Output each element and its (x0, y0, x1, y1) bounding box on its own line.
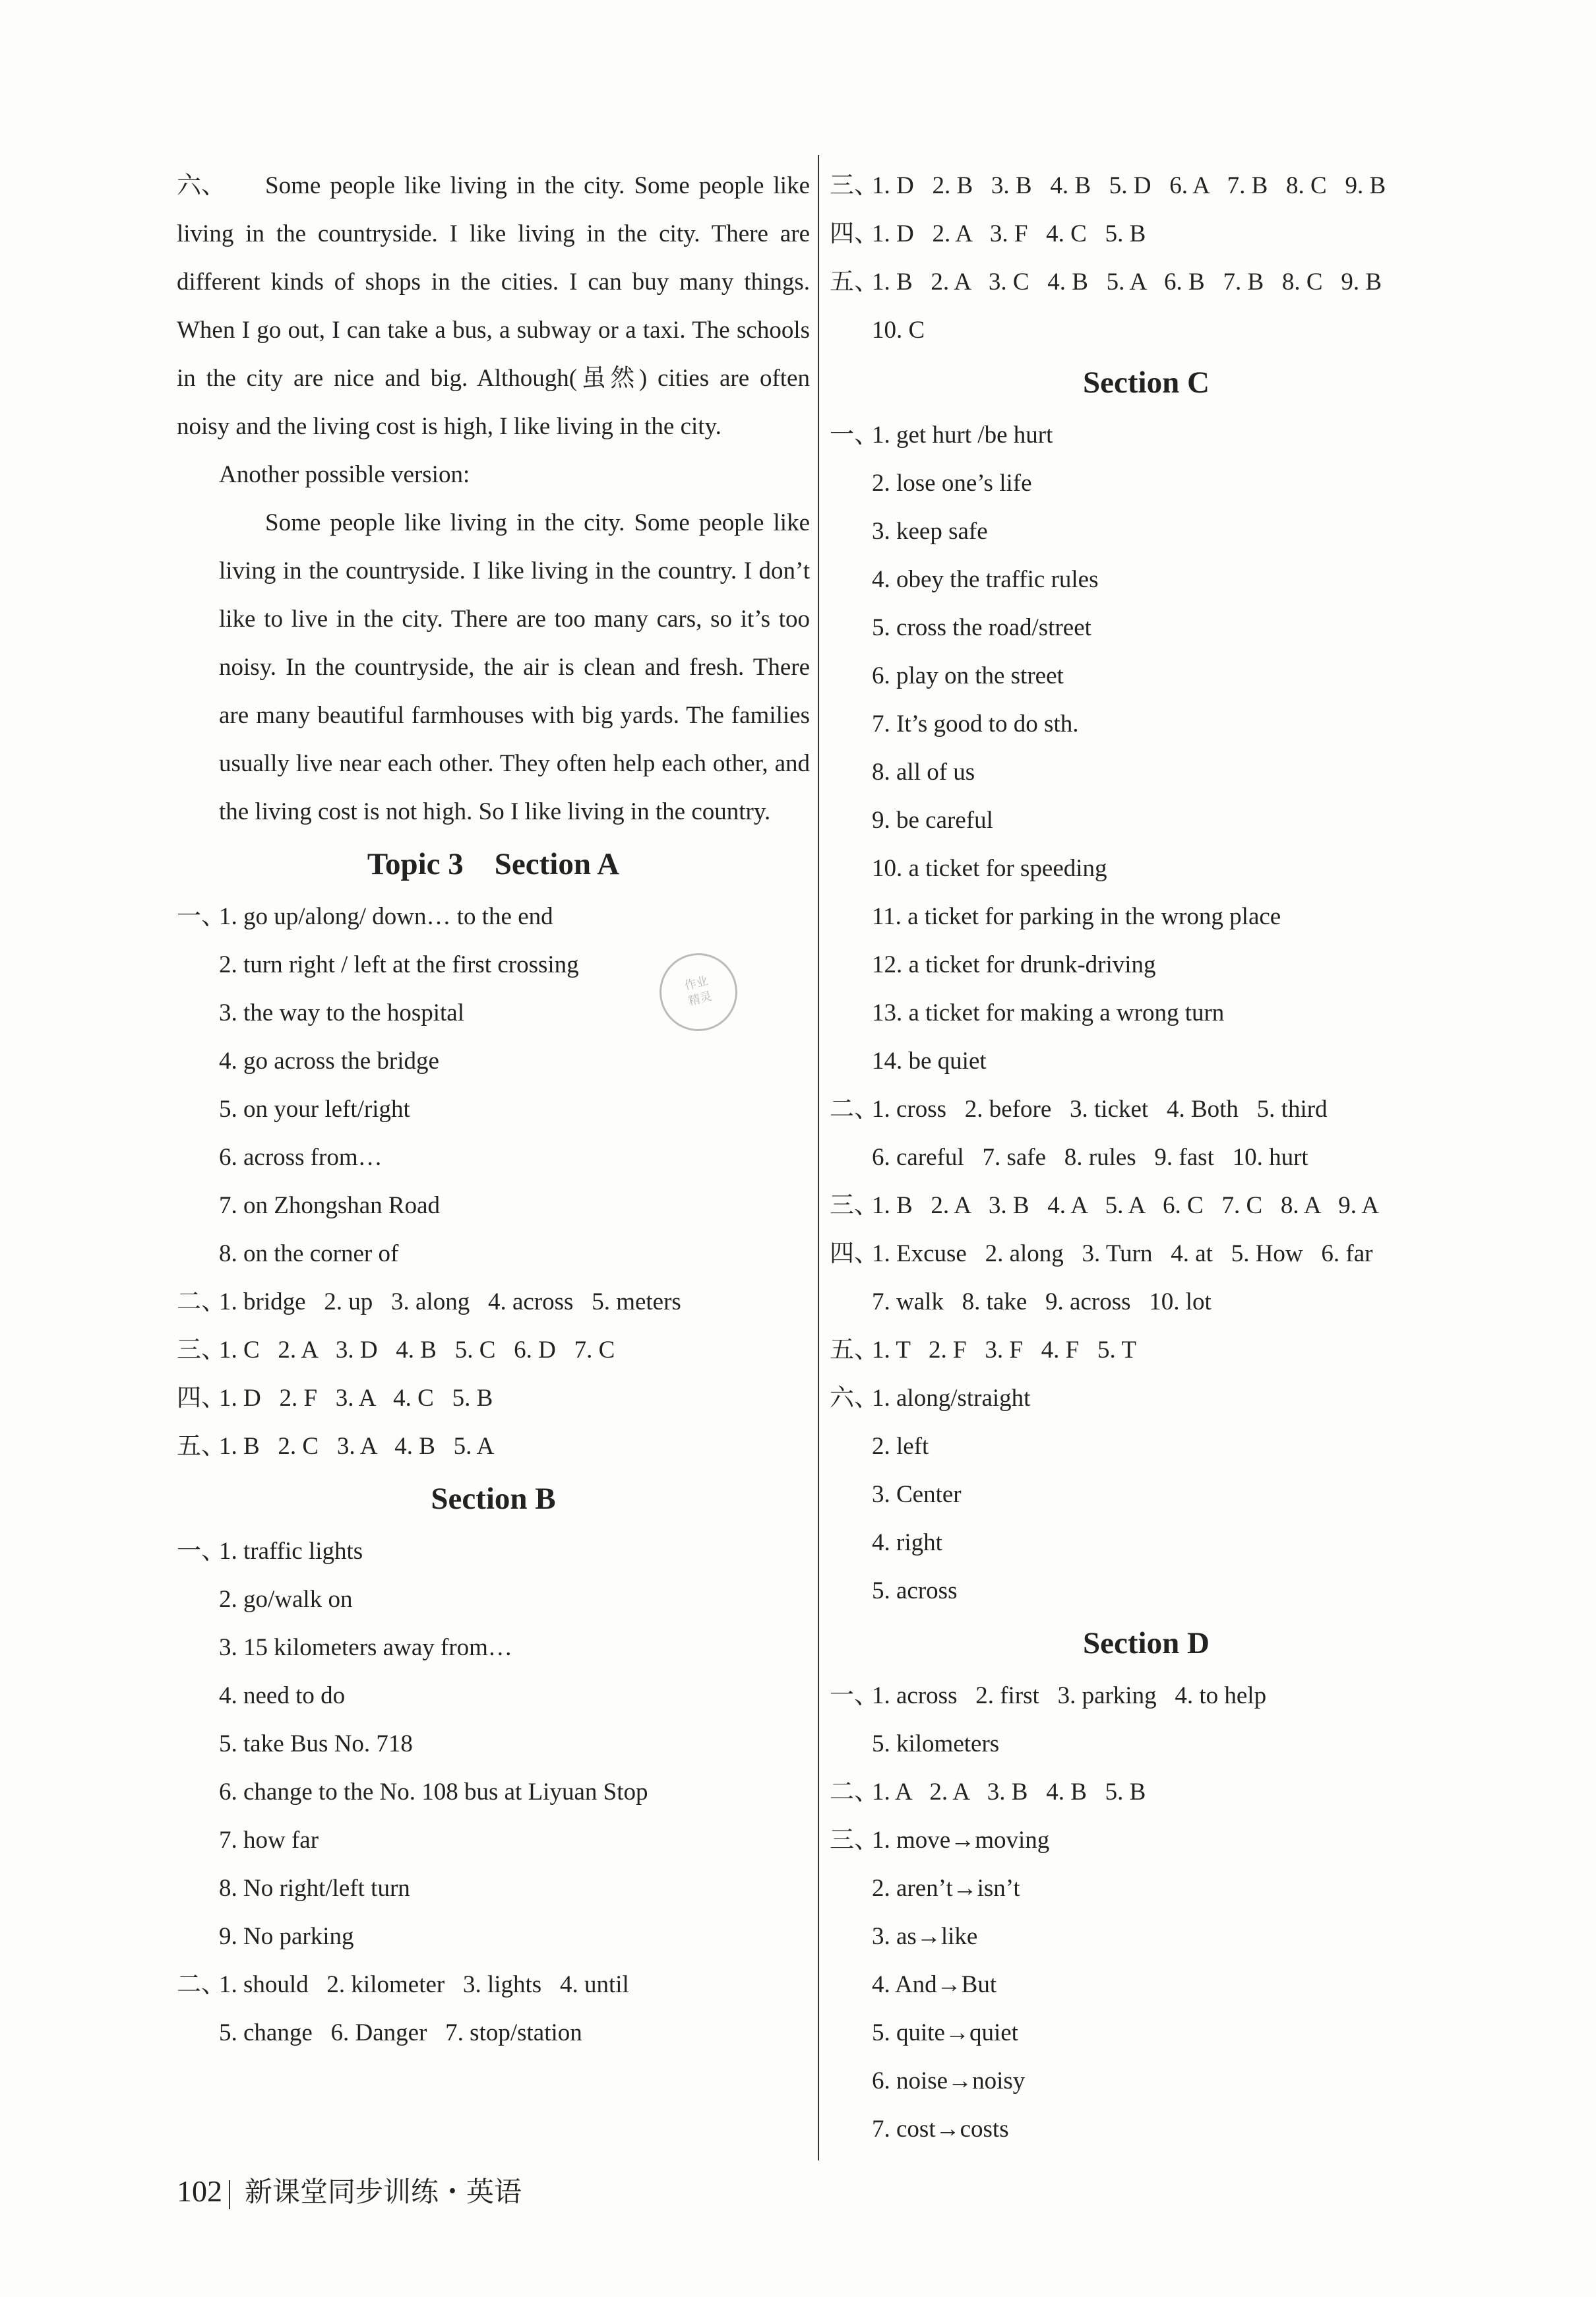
answer-text: 1. D 2. F 3. A 4. C 5. B (219, 1385, 493, 1412)
answer-line (830, 1037, 1463, 1085)
answer-line (830, 210, 1463, 258)
answer-line (830, 989, 1463, 1037)
section-d-answer-list (830, 1672, 1463, 2153)
answer-text: 1. B 2. A 3. B 4. A 5. A 6. C 7. C 8. A 9. A (872, 1192, 1379, 1219)
answer-line (830, 1768, 1463, 1816)
answer-text: 4. go across the bridge (219, 1048, 439, 1075)
answer-text: 6. noise→noisy (872, 2067, 1026, 2094)
answer-text: 6. across from… (219, 1144, 383, 1171)
answer-line (830, 2057, 1463, 2105)
answer-line (177, 1133, 810, 1181)
answer-text: 1. D 2. A 3. F 4. C 5. B (872, 220, 1146, 247)
answer-text: 4. right (872, 1529, 942, 1556)
answer-text: 12. a ticket for drunk-driving (872, 951, 1156, 978)
answer-line (830, 700, 1463, 748)
answer-line (830, 1470, 1463, 1519)
answer-group-label: 一、 (177, 1538, 226, 1565)
answer-text: 9. No parking (219, 1923, 354, 1950)
answer-line (830, 258, 1463, 306)
answer-group-label: 二、 (177, 1288, 226, 1315)
answer-line (177, 1374, 810, 1422)
answer-group-label: 三、 (177, 1337, 226, 1364)
answer-group-label: 四、 (177, 1385, 226, 1412)
answer-line (830, 748, 1463, 796)
answer-text: 4. obey the traffic rules (872, 566, 1099, 593)
essay-paragraph-1 (177, 162, 810, 451)
answer-group-label: 五、 (177, 1433, 226, 1460)
book-title: 新课堂同步训练・英语 (245, 2178, 522, 2208)
answer-line (830, 1816, 1463, 1864)
answer-text: 1. along/straight (872, 1385, 1031, 1412)
answer-line (830, 1864, 1463, 1912)
answer-text: 3. Center (872, 1481, 962, 1508)
answer-group-label: 二、 (830, 1096, 878, 1123)
section-b-heading: Section B (431, 1482, 556, 1516)
page-number: 102 (177, 2174, 222, 2208)
answer-line (177, 1720, 810, 1768)
answer-line (177, 2009, 810, 2057)
answer-group-label: 五、 (830, 268, 878, 296)
answer-text: 10. C (872, 317, 925, 344)
answer-text: 2. turn right / left at the first crossing (219, 951, 579, 978)
answer-line (830, 411, 1463, 459)
answer-text: 1. T 2. F 3. F 4. F 5. T (872, 1337, 1136, 1364)
answer-text: 5. change 6. Danger 7. stop/station (219, 2019, 582, 2046)
answer-text: 8. No right/left turn (219, 1875, 410, 1902)
answer-line (830, 1326, 1463, 1374)
answer-text: 5. cross the road/street (872, 614, 1091, 641)
answer-line (830, 1230, 1463, 1278)
answer-text: 3. the way to the hospital (219, 999, 464, 1026)
answer-text: 4. And→But (872, 1971, 997, 1998)
answer-text: 10. a ticket for speeding (872, 855, 1107, 882)
answer-line (177, 1037, 810, 1085)
answer-line (177, 1672, 810, 1720)
answer-line (177, 1961, 810, 2009)
answer-text: 8. all of us (872, 759, 975, 786)
answer-line (830, 1133, 1463, 1181)
answer-text: 1. cross 2. before 3. ticket 4. Both 5. third (872, 1096, 1328, 1123)
answer-text: 1. move→moving (872, 1827, 1050, 1854)
answer-group-label: 三、 (830, 1192, 878, 1219)
answer-line (177, 1422, 810, 1470)
answer-text: 3. as→like (872, 1923, 978, 1950)
answer-text: 1. C 2. A 3. D 4. B 5. C 6. D 7. C (219, 1337, 615, 1364)
answer-line (177, 1181, 810, 1230)
answer-group-label: 三、 (830, 1827, 878, 1854)
answer-line (830, 459, 1463, 507)
right-column (830, 162, 1463, 2153)
answer-group-label: 六、 (830, 1385, 878, 1412)
answer-group-label: 五、 (830, 1337, 878, 1364)
answer-text: 1. go up/along/ down… to the end (219, 903, 553, 930)
answer-text: 7. It’s good to do sth. (872, 710, 1079, 738)
answer-text: 7. cost→costs (872, 2116, 1009, 2143)
footer-separator (229, 2180, 230, 2209)
answer-line (177, 1912, 810, 1961)
answer-line (177, 1768, 810, 1816)
answer-line (830, 2105, 1463, 2153)
answer-line (830, 162, 1463, 210)
answer-group-label: 一、 (177, 903, 226, 930)
stamp-watermark: 作业 精灵 (651, 945, 745, 1039)
answer-text: 9. be careful (872, 807, 993, 834)
answer-text: 14. be quiet (872, 1048, 987, 1075)
answer-text: 5. quite→quiet (872, 2019, 1018, 2046)
answer-text: 7. on Zhongshan Road (219, 1192, 441, 1219)
answer-text: 5. on your left/right (219, 1096, 410, 1123)
answer-text: 3. keep safe (872, 518, 988, 545)
answer-line (177, 1230, 810, 1278)
answer-text: 2. go/walk on (219, 1586, 353, 1613)
answer-group-label: 二、 (830, 1778, 878, 1806)
section-d-heading: Section D (1083, 1626, 1210, 1660)
answer-line (830, 555, 1463, 604)
left-column (177, 162, 810, 2057)
answer-text: 1. D 2. B 3. B 4. B 5. D 6. A 7. B 8. C 9. B (872, 172, 1386, 199)
page-footer (177, 2170, 522, 2210)
answer-text: 7. walk 8. take 9. across 10. lot (872, 1288, 1212, 1315)
answer-line (830, 1961, 1463, 2009)
answer-text: 1. should 2. kilometer 3. lights 4. until (219, 1971, 629, 1998)
answer-text: 13. a ticket for making a wrong turn (872, 999, 1225, 1026)
answer-group-label: 二、 (177, 1971, 226, 1998)
answer-line (830, 306, 1463, 354)
answer-line (830, 1519, 1463, 1567)
answer-line (830, 893, 1463, 941)
answer-text: 1. across 2. first 3. parking 4. to help (872, 1682, 1267, 1709)
answer-line (177, 1575, 810, 1623)
answer-line (830, 1567, 1463, 1615)
section-a-remaining-answers (830, 162, 1463, 354)
answer-group-label: 一、 (830, 422, 878, 449)
answer-text: 5. kilometers (872, 1730, 1000, 1757)
section-b-answer-list (177, 1527, 810, 2057)
section-c-answer-list (830, 411, 1463, 1615)
answer-line (177, 1816, 810, 1864)
answer-text: 5. take Bus No. 718 (219, 1730, 413, 1757)
answer-line (830, 1085, 1463, 1133)
answer-text: 11. a ticket for parking in the wrong place (872, 903, 1281, 930)
answer-line (177, 1085, 810, 1133)
essay-paragraph-2: Some people like living in the city. Some people like living in the countryside. I like living in the country. I don’t like to live in the city. There are too many cars, so it’s too noisy. In the countryside, the air is clean and fresh. There are many beautiful farmhouses with big yards. The families usually live near each other. They often help each other, and the living cost is not high. So I like living in the country. (219, 509, 810, 825)
answer-text: 6. play on the street (872, 662, 1064, 689)
answer-text: 2. left (872, 1433, 929, 1460)
answer-line (830, 1374, 1463, 1422)
section-c-heading: Section C (1083, 365, 1210, 400)
answer-text: 6. careful 7. safe 8. rules 9. fast 10. hurt (872, 1144, 1308, 1171)
answer-text: 1. get hurt /be hurt (872, 422, 1053, 449)
answer-line (177, 1623, 810, 1672)
answer-line (830, 1672, 1463, 1720)
answer-line (177, 1527, 810, 1575)
answer-text: 2. lose one’s life (872, 470, 1032, 497)
answer-text: 3. 15 kilometers away from… (219, 1634, 512, 1661)
answer-text: 2. aren’t→isn’t (872, 1875, 1020, 1902)
answer-text: 1. A 2. A 3. B 4. B 5. B (872, 1778, 1146, 1806)
answer-line (177, 1864, 810, 1912)
answer-line (830, 796, 1463, 844)
answer-text: 8. on the corner of (219, 1240, 399, 1267)
answer-line (830, 652, 1463, 700)
answer-line (830, 507, 1463, 555)
answer-line (830, 1720, 1463, 1768)
answer-text: 1. B 2. A 3. C 4. B 5. A 6. B 7. B 8. C 9. B (872, 268, 1382, 296)
answer-line (830, 2009, 1463, 2057)
answer-group-label: 四、 (830, 220, 878, 247)
answer-line (830, 844, 1463, 893)
answer-text: 5. across (872, 1577, 958, 1604)
answer-text: 1. traffic lights (219, 1538, 363, 1565)
answer-line (830, 1912, 1463, 1961)
answer-line (177, 893, 810, 941)
answer-text: 4. need to do (219, 1682, 346, 1709)
answer-line (830, 1422, 1463, 1470)
section-six-label: 六、 (177, 172, 226, 199)
answer-text: 1. Excuse 2. along 3. Turn 4. at 5. How 6. far (872, 1240, 1373, 1267)
answer-line (830, 1278, 1463, 1326)
answer-line (830, 604, 1463, 652)
column-divider (818, 155, 819, 2160)
answer-text: 1. bridge 2. up 3. along 4. across 5. meters (219, 1288, 681, 1315)
essay-1-text: Some people like living in the city. Some people like living in the countryside. I like living in the city. There are different kinds of shops in the cities. I can buy many things. When I go out, I can take a bus, a subway or a taxi. The schools in the city are nice and big. Although(虽然) cities are often noisy and the living cost is high, I like living in the city. (177, 172, 810, 440)
answer-group-label: 一、 (830, 1682, 878, 1709)
another-version-label: Another possible version: (219, 461, 470, 488)
topic3-section-a-heading: Topic 3 Section A (367, 847, 620, 881)
answer-line (177, 1278, 810, 1326)
answer-line (830, 1181, 1463, 1230)
answer-text: 1. B 2. C 3. A 4. B 5. A (219, 1433, 495, 1460)
answer-line (830, 941, 1463, 989)
answer-group-label: 三、 (830, 172, 878, 199)
answer-text: 6. change to the No. 108 bus at Liyuan Stop (219, 1778, 648, 1806)
answer-group-label: 四、 (830, 1240, 878, 1267)
answer-line (177, 1326, 810, 1374)
answer-text: 7. how far (219, 1827, 319, 1854)
